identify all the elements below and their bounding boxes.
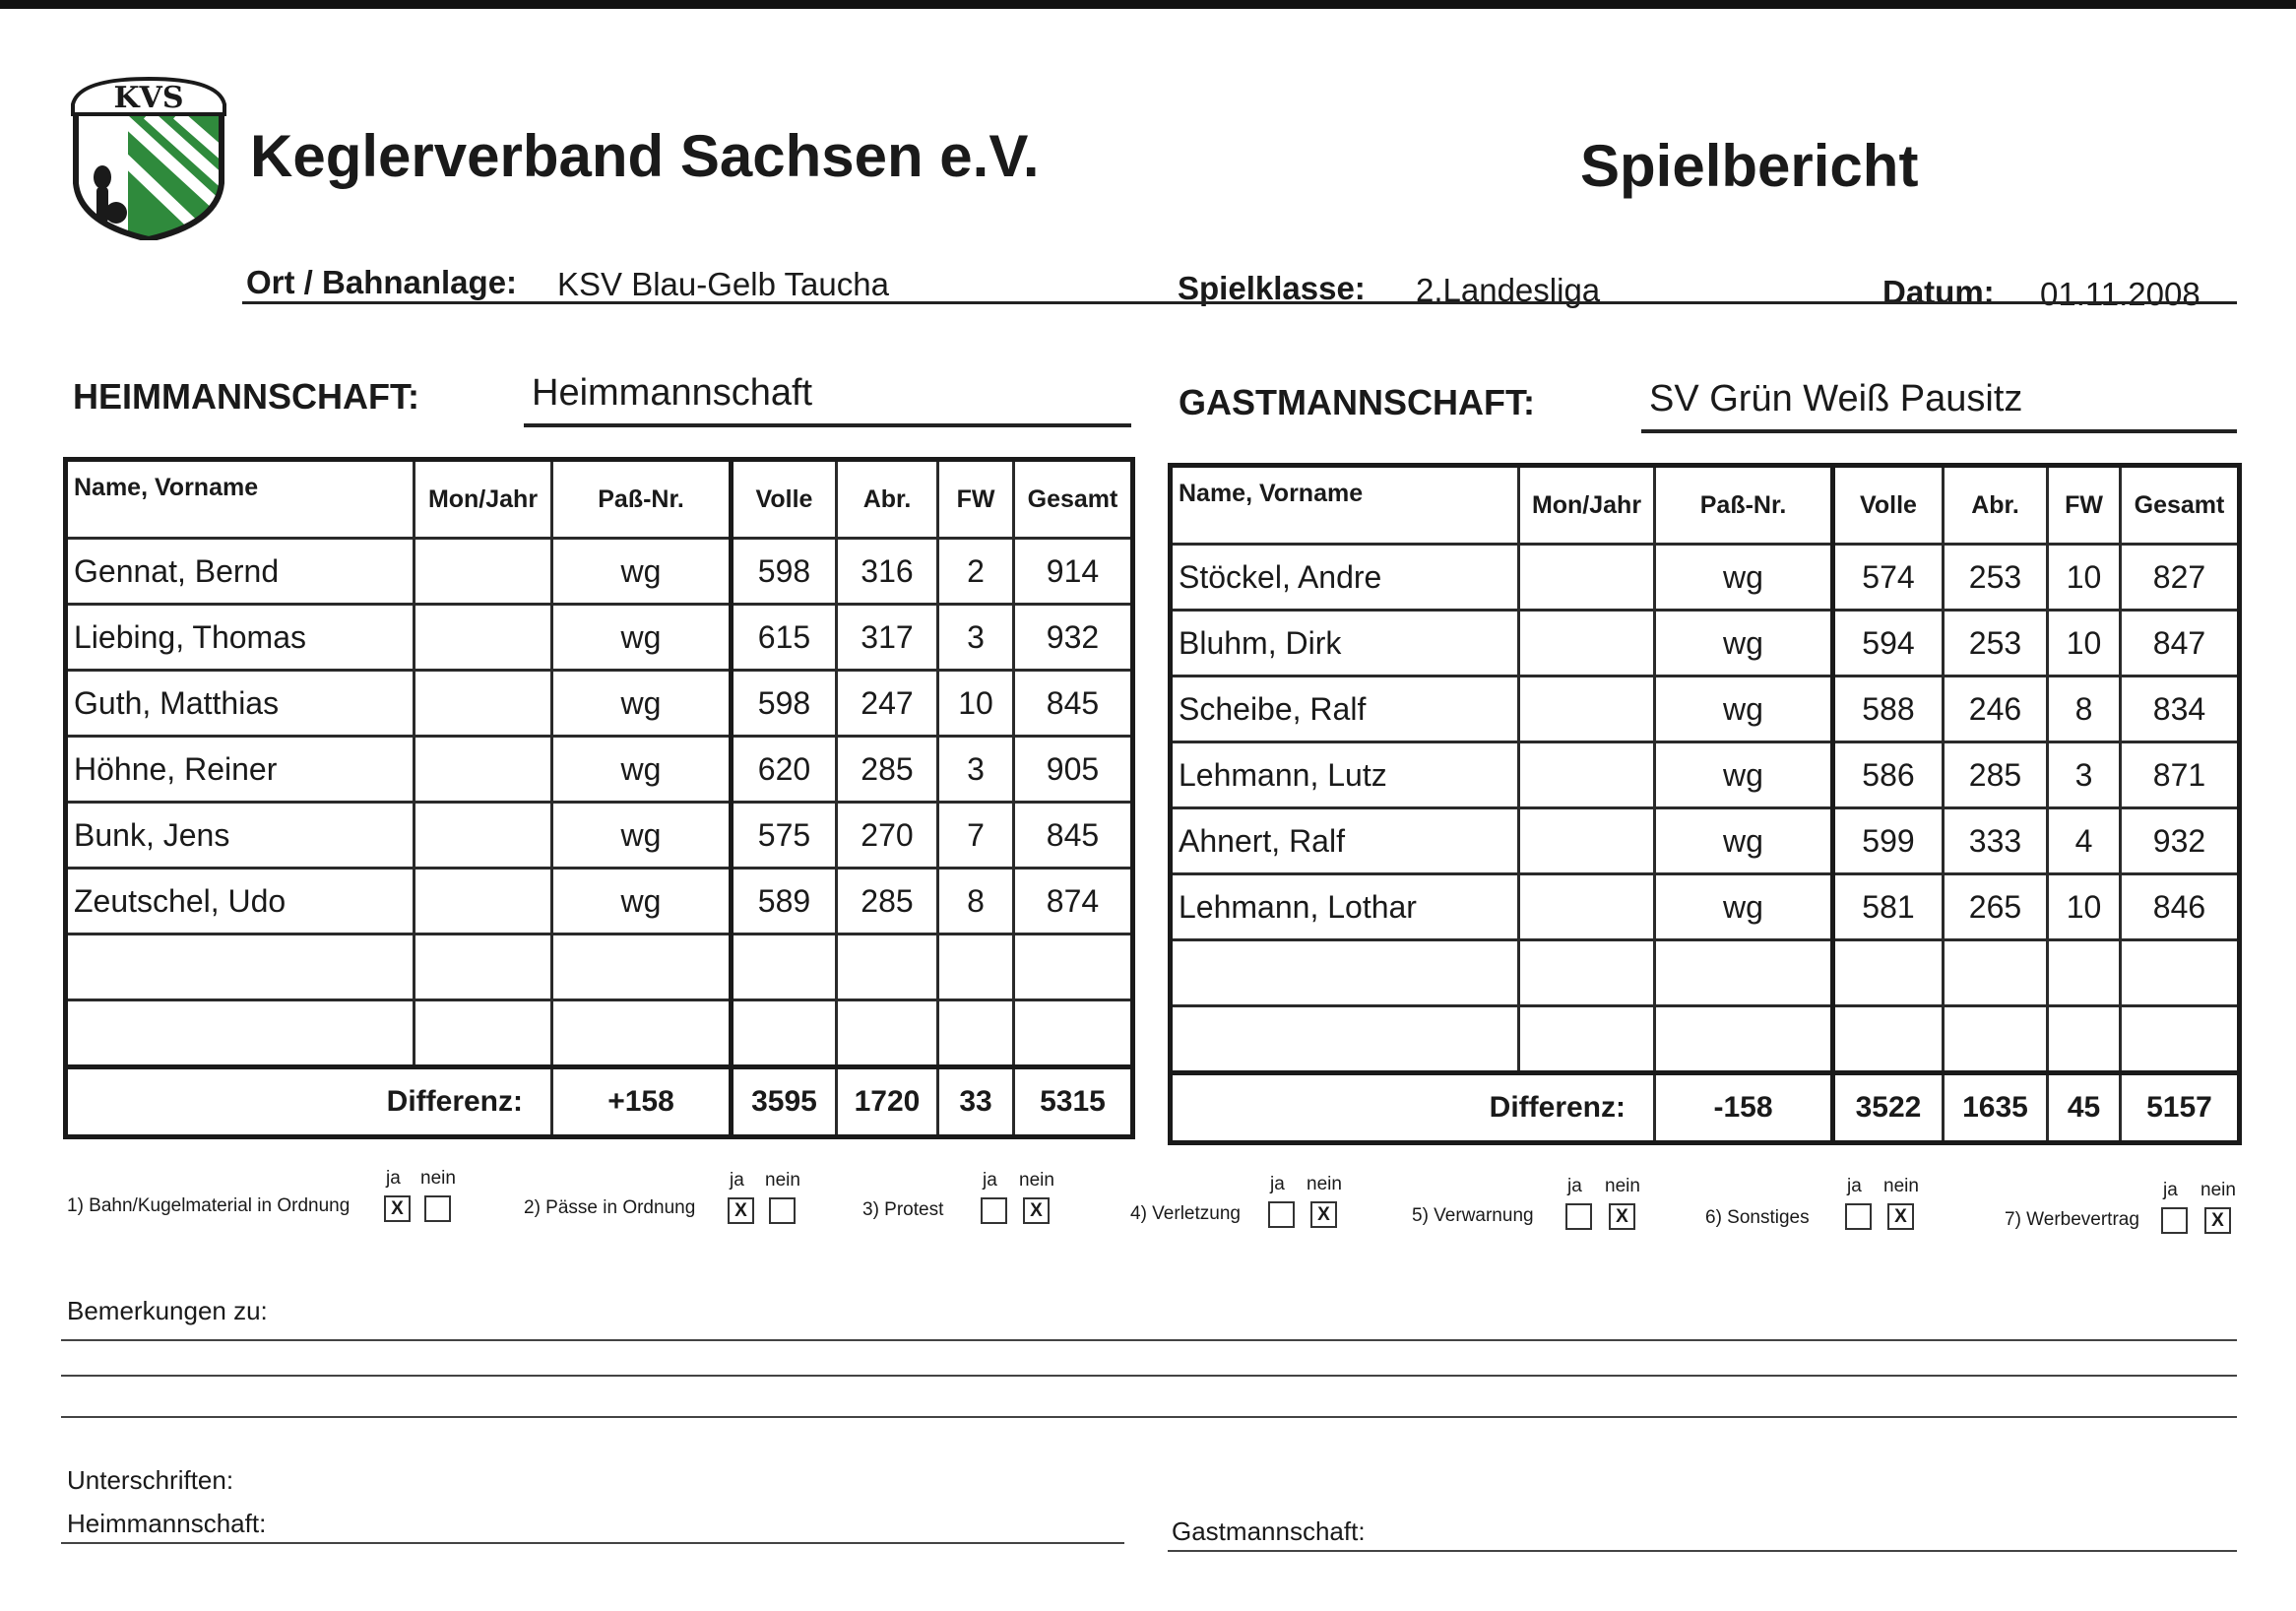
table-row: [66, 605, 1133, 671]
guest-results-table: [1168, 463, 2242, 1145]
player-name[interactable]: [66, 934, 415, 1000]
table-row: [66, 869, 1133, 934]
player-fw[interactable]: 10: [938, 671, 1014, 737]
player-gesamt[interactable]: 834: [2121, 677, 2240, 742]
player-volle[interactable]: [732, 1000, 837, 1067]
player-fw[interactable]: [2048, 1006, 2121, 1073]
player-pass[interactable]: wg: [552, 605, 732, 671]
checkbox-nein[interactable]: X: [1887, 1203, 1914, 1230]
player-pass[interactable]: wg: [552, 737, 732, 803]
checklist-item-label: 3) Protest: [862, 1199, 944, 1220]
player-pass[interactable]: wg: [1655, 545, 1833, 611]
player-name[interactable]: [66, 1000, 415, 1067]
checkbox-nein-label: nein: [2200, 1180, 2236, 1200]
checkbox-nein-label: nein: [420, 1168, 456, 1189]
table-row: [1171, 874, 2240, 940]
player-fw[interactable]: 4: [2048, 808, 2121, 874]
col-gesamt-header: Gesamt: [2121, 466, 2240, 545]
player-monjahr[interactable]: [415, 671, 552, 737]
table-row: [66, 737, 1133, 803]
player-gesamt[interactable]: [2121, 1006, 2240, 1073]
table-row: [66, 671, 1133, 737]
player-fw[interactable]: 2: [938, 539, 1014, 605]
gast-signature-line[interactable]: [1168, 1550, 2237, 1552]
home-table-header: [66, 460, 1133, 539]
player-pass[interactable]: wg: [1655, 808, 1833, 874]
ort-label: Ort / Bahnanlage:: [246, 264, 518, 300]
player-volle[interactable]: 588: [1833, 677, 1944, 742]
table-row: [66, 934, 1133, 1000]
checkbox-ja-label: ja: [1847, 1176, 1862, 1196]
player-abr[interactable]: 253: [1944, 545, 2048, 611]
guest-total-fw: 45: [2048, 1073, 2121, 1143]
guest-total-gesamt: 5157: [2121, 1073, 2240, 1143]
player-gesamt[interactable]: [2121, 940, 2240, 1006]
player-monjahr[interactable]: [1519, 545, 1655, 611]
checkbox-ja[interactable]: [1268, 1201, 1295, 1228]
player-volle[interactable]: 581: [1833, 874, 1944, 940]
guest-diff-label: Differenz:: [1171, 1073, 1655, 1143]
player-name[interactable]: Zeutschel, Udo: [66, 869, 415, 934]
col-name-header: Name, Vorname: [66, 460, 415, 539]
player-gesamt[interactable]: 932: [1014, 605, 1133, 671]
checklist-item-label: 6) Sonstiges: [1705, 1207, 1810, 1228]
col-volle-header: Volle: [732, 460, 837, 539]
player-monjahr[interactable]: [415, 605, 552, 671]
player-volle[interactable]: 586: [1833, 742, 1944, 808]
player-monjahr[interactable]: [1519, 808, 1655, 874]
player-pass[interactable]: wg: [1655, 611, 1833, 677]
player-fw[interactable]: [2048, 940, 2121, 1006]
player-gesamt[interactable]: [1014, 934, 1133, 1000]
player-monjahr[interactable]: [1519, 677, 1655, 742]
player-name[interactable]: [1171, 940, 1519, 1006]
player-pass[interactable]: wg: [552, 869, 732, 934]
player-abr[interactable]: 285: [1944, 742, 2048, 808]
checkbox-ja-label: ja: [1270, 1174, 1285, 1194]
player-gesamt[interactable]: 847: [2121, 611, 2240, 677]
datum-value: 01.11.2008: [2040, 276, 2200, 312]
player-monjahr[interactable]: [1519, 874, 1655, 940]
player-name[interactable]: Lehmann, Lutz: [1171, 742, 1519, 808]
home-total-volle: 3595: [732, 1067, 837, 1137]
player-abr[interactable]: [837, 934, 938, 1000]
player-name[interactable]: Bluhm, Dirk: [1171, 611, 1519, 677]
player-pass[interactable]: wg: [552, 803, 732, 869]
guest-team-label: GASTMANNSCHAFT:: [1179, 382, 1535, 422]
spielklasse-value: 2.Landesliga: [1416, 272, 1601, 308]
player-pass[interactable]: [1655, 940, 1833, 1006]
player-monjahr[interactable]: [1519, 742, 1655, 808]
checklist-item-label: 4) Verletzung: [1130, 1203, 1241, 1224]
col-fw-header: FW: [938, 460, 1014, 539]
table-row: [1171, 1006, 2240, 1073]
table-row: [1171, 808, 2240, 874]
player-fw[interactable]: 3: [938, 605, 1014, 671]
checklist-item-label: 5) Verwarnung: [1412, 1205, 1534, 1226]
player-pass[interactable]: wg: [552, 539, 732, 605]
guest-total-volle: 3522: [1833, 1073, 1944, 1143]
heim-signature-label: Heimmannschaft:: [67, 1509, 267, 1538]
player-abr[interactable]: 246: [1944, 677, 2048, 742]
home-total-gesamt: 5315: [1014, 1067, 1133, 1137]
home-team-name: Heimmannschaft: [524, 372, 1131, 427]
remarks-line-2[interactable]: [61, 1375, 2237, 1377]
guest-diff-value: -158: [1655, 1073, 1833, 1143]
guest-team-name: SV Grün Weiß Pausitz: [1641, 378, 2237, 433]
player-volle[interactable]: 620: [732, 737, 837, 803]
player-volle[interactable]: 598: [732, 671, 837, 737]
player-abr[interactable]: 270: [837, 803, 938, 869]
player-volle[interactable]: 615: [732, 605, 837, 671]
player-name[interactable]: Höhne, Reiner: [66, 737, 415, 803]
table-row: [1171, 677, 2240, 742]
ort-value: KSV Blau-Gelb Taucha: [557, 266, 889, 302]
player-name[interactable]: [1171, 1006, 1519, 1073]
player-volle[interactable]: [1833, 940, 1944, 1006]
player-gesamt[interactable]: 846: [2121, 874, 2240, 940]
player-pass[interactable]: wg: [1655, 874, 1833, 940]
player-pass[interactable]: [1655, 1006, 1833, 1073]
checkbox-nein-label: nein: [1605, 1176, 1640, 1196]
checkbox-ja-label: ja: [386, 1168, 401, 1189]
player-name[interactable]: Liebing, Thomas: [66, 605, 415, 671]
player-name[interactable]: Gennat, Bernd: [66, 539, 415, 605]
meta-underline: [242, 301, 2237, 304]
player-abr[interactable]: 247: [837, 671, 938, 737]
home-diff-value: +158: [552, 1067, 732, 1137]
player-gesamt[interactable]: 932: [2121, 808, 2240, 874]
col-monjahr-header: Mon/Jahr: [1519, 466, 1655, 545]
player-volle[interactable]: 589: [732, 869, 837, 934]
checklist-item-label: 1) Bahn/Kugelmaterial in Ordnung: [67, 1195, 351, 1216]
player-fw[interactable]: 10: [2048, 545, 2121, 611]
col-volle-header: Volle: [1833, 466, 1944, 545]
checklist-item-label: 7) Werbevertrag: [2005, 1209, 2139, 1230]
player-fw[interactable]: [938, 1000, 1014, 1067]
table-row: [1171, 940, 2240, 1006]
player-monjahr[interactable]: [1519, 611, 1655, 677]
player-monjahr[interactable]: [1519, 940, 1655, 1006]
player-abr[interactable]: [1944, 940, 2048, 1006]
player-monjahr[interactable]: [415, 934, 552, 1000]
player-monjahr[interactable]: [415, 803, 552, 869]
checkbox-ja-label: ja: [2163, 1180, 2178, 1200]
player-volle[interactable]: 598: [732, 539, 837, 605]
checkbox-nein[interactable]: X: [1023, 1197, 1050, 1224]
checkbox-nein[interactable]: X: [2204, 1207, 2231, 1234]
player-volle[interactable]: 599: [1833, 808, 1944, 874]
document-title: Spielbericht: [1580, 133, 1919, 199]
player-abr[interactable]: 316: [837, 539, 938, 605]
player-abr[interactable]: [1944, 1006, 2048, 1073]
player-volle[interactable]: 575: [732, 803, 837, 869]
player-pass[interactable]: wg: [552, 671, 732, 737]
table-row: [66, 1000, 1133, 1067]
player-pass[interactable]: wg: [1655, 742, 1833, 808]
heim-signature-line[interactable]: [61, 1542, 1124, 1544]
home-diff-label: Differenz:: [66, 1067, 552, 1137]
player-abr[interactable]: 265: [1944, 874, 2048, 940]
player-name[interactable]: Stöckel, Andre: [1171, 545, 1519, 611]
player-pass[interactable]: [552, 1000, 732, 1067]
player-gesamt[interactable]: [1014, 1000, 1133, 1067]
player-abr[interactable]: 333: [1944, 808, 2048, 874]
checkbox-ja[interactable]: X: [728, 1197, 754, 1224]
checkbox-nein[interactable]: [424, 1195, 451, 1222]
table-row: [1171, 742, 2240, 808]
player-monjahr[interactable]: [415, 1000, 552, 1067]
player-monjahr[interactable]: [415, 869, 552, 934]
checkbox-ja-label: ja: [1567, 1176, 1582, 1196]
col-monjahr-header: Mon/Jahr: [415, 460, 552, 539]
player-gesamt[interactable]: 845: [1014, 803, 1133, 869]
player-name[interactable]: Lehmann, Lothar: [1171, 874, 1519, 940]
home-totals-row: [66, 1067, 1133, 1137]
bemerkungen-label: Bemerkungen zu:: [67, 1296, 268, 1325]
table-row: [66, 539, 1133, 605]
player-abr[interactable]: 317: [837, 605, 938, 671]
player-fw[interactable]: 8: [938, 869, 1014, 934]
remarks-line-1[interactable]: [61, 1339, 2237, 1341]
home-total-abr: 1720: [837, 1067, 938, 1137]
player-name[interactable]: Bunk, Jens: [66, 803, 415, 869]
player-gesamt[interactable]: 905: [1014, 737, 1133, 803]
player-volle[interactable]: [1833, 1006, 1944, 1073]
checkbox-ja-label: ja: [983, 1170, 997, 1191]
checkbox-ja[interactable]: [2161, 1207, 2188, 1234]
checkbox-nein-label: nein: [765, 1170, 800, 1191]
player-abr[interactable]: 285: [837, 869, 938, 934]
svg-text:KVS: KVS: [113, 81, 184, 115]
player-abr[interactable]: 253: [1944, 611, 2048, 677]
player-pass[interactable]: wg: [1655, 677, 1833, 742]
scan-top-edge: [0, 0, 2296, 9]
player-gesamt[interactable]: 874: [1014, 869, 1133, 934]
checklist-item-label: 2) Pässe in Ordnung: [524, 1197, 696, 1218]
checkbox-ja[interactable]: [1845, 1203, 1872, 1230]
player-gesamt[interactable]: 914: [1014, 539, 1133, 605]
player-fw[interactable]: 7: [938, 803, 1014, 869]
checkbox-nein-label: nein: [1307, 1174, 1342, 1194]
guest-player-rows: [1171, 545, 2240, 1073]
checkbox-ja-label: ja: [730, 1170, 744, 1191]
checkbox-ja[interactable]: X: [384, 1195, 411, 1222]
datum-label: Datum:: [1882, 274, 1995, 310]
player-fw[interactable]: 3: [2048, 742, 2121, 808]
player-fw[interactable]: 8: [2048, 677, 2121, 742]
player-monjahr[interactable]: [1519, 1006, 1655, 1073]
home-team-label: HEIMMANNSCHAFT:: [73, 376, 419, 417]
col-name-header: Name, Vorname: [1171, 466, 1519, 545]
checkbox-nein[interactable]: X: [1609, 1203, 1635, 1230]
table-row: [1171, 545, 2240, 611]
gast-signature-label: Gastmannschaft:: [1172, 1516, 1366, 1546]
col-gesamt-header: Gesamt: [1014, 460, 1133, 539]
player-fw[interactable]: 3: [938, 737, 1014, 803]
player-monjahr[interactable]: [415, 737, 552, 803]
col-abr-header: Abr.: [837, 460, 938, 539]
player-fw[interactable]: 10: [2048, 611, 2121, 677]
home-results-table: [63, 457, 1135, 1139]
guest-total-abr: 1635: [1944, 1073, 2048, 1143]
col-pass-header: Paß-Nr.: [552, 460, 732, 539]
checkbox-ja[interactable]: [1565, 1203, 1592, 1230]
player-gesamt[interactable]: 871: [2121, 742, 2240, 808]
player-fw[interactable]: [938, 934, 1014, 1000]
player-volle[interactable]: [732, 934, 837, 1000]
player-gesamt[interactable]: 845: [1014, 671, 1133, 737]
player-volle[interactable]: 594: [1833, 611, 1944, 677]
player-pass[interactable]: [552, 934, 732, 1000]
player-name[interactable]: Guth, Matthias: [66, 671, 415, 737]
checkbox-ja[interactable]: [981, 1197, 1007, 1224]
player-abr[interactable]: [837, 1000, 938, 1067]
player-name[interactable]: Ahnert, Ralf: [1171, 808, 1519, 874]
player-name[interactable]: Scheibe, Ralf: [1171, 677, 1519, 742]
unterschriften-label: Unterschriften:: [67, 1465, 234, 1495]
spielklasse-label: Spielklasse:: [1178, 270, 1366, 306]
guest-table-header: [1171, 466, 2240, 545]
checkbox-nein-label: nein: [1883, 1176, 1919, 1196]
home-player-rows: [66, 539, 1133, 1067]
player-volle[interactable]: 574: [1833, 545, 1944, 611]
table-row: [66, 803, 1133, 869]
organization-name: Keglerverband Sachsen e.V.: [250, 123, 1040, 189]
player-gesamt[interactable]: 827: [2121, 545, 2240, 611]
player-abr[interactable]: 285: [837, 737, 938, 803]
checkbox-nein[interactable]: X: [1310, 1201, 1337, 1228]
remarks-line-3[interactable]: [61, 1416, 2237, 1418]
col-fw-header: FW: [2048, 466, 2121, 545]
col-abr-header: Abr.: [1944, 466, 2048, 545]
checkbox-nein-label: nein: [1019, 1170, 1054, 1191]
col-pass-header: Paß-Nr.: [1655, 466, 1833, 545]
player-monjahr[interactable]: [415, 539, 552, 605]
kvs-logo: [69, 75, 228, 240]
player-fw[interactable]: 10: [2048, 874, 2121, 940]
table-row: [1171, 611, 2240, 677]
home-total-fw: 33: [938, 1067, 1014, 1137]
guest-totals-row: [1171, 1073, 2240, 1143]
checkbox-nein[interactable]: [769, 1197, 796, 1224]
